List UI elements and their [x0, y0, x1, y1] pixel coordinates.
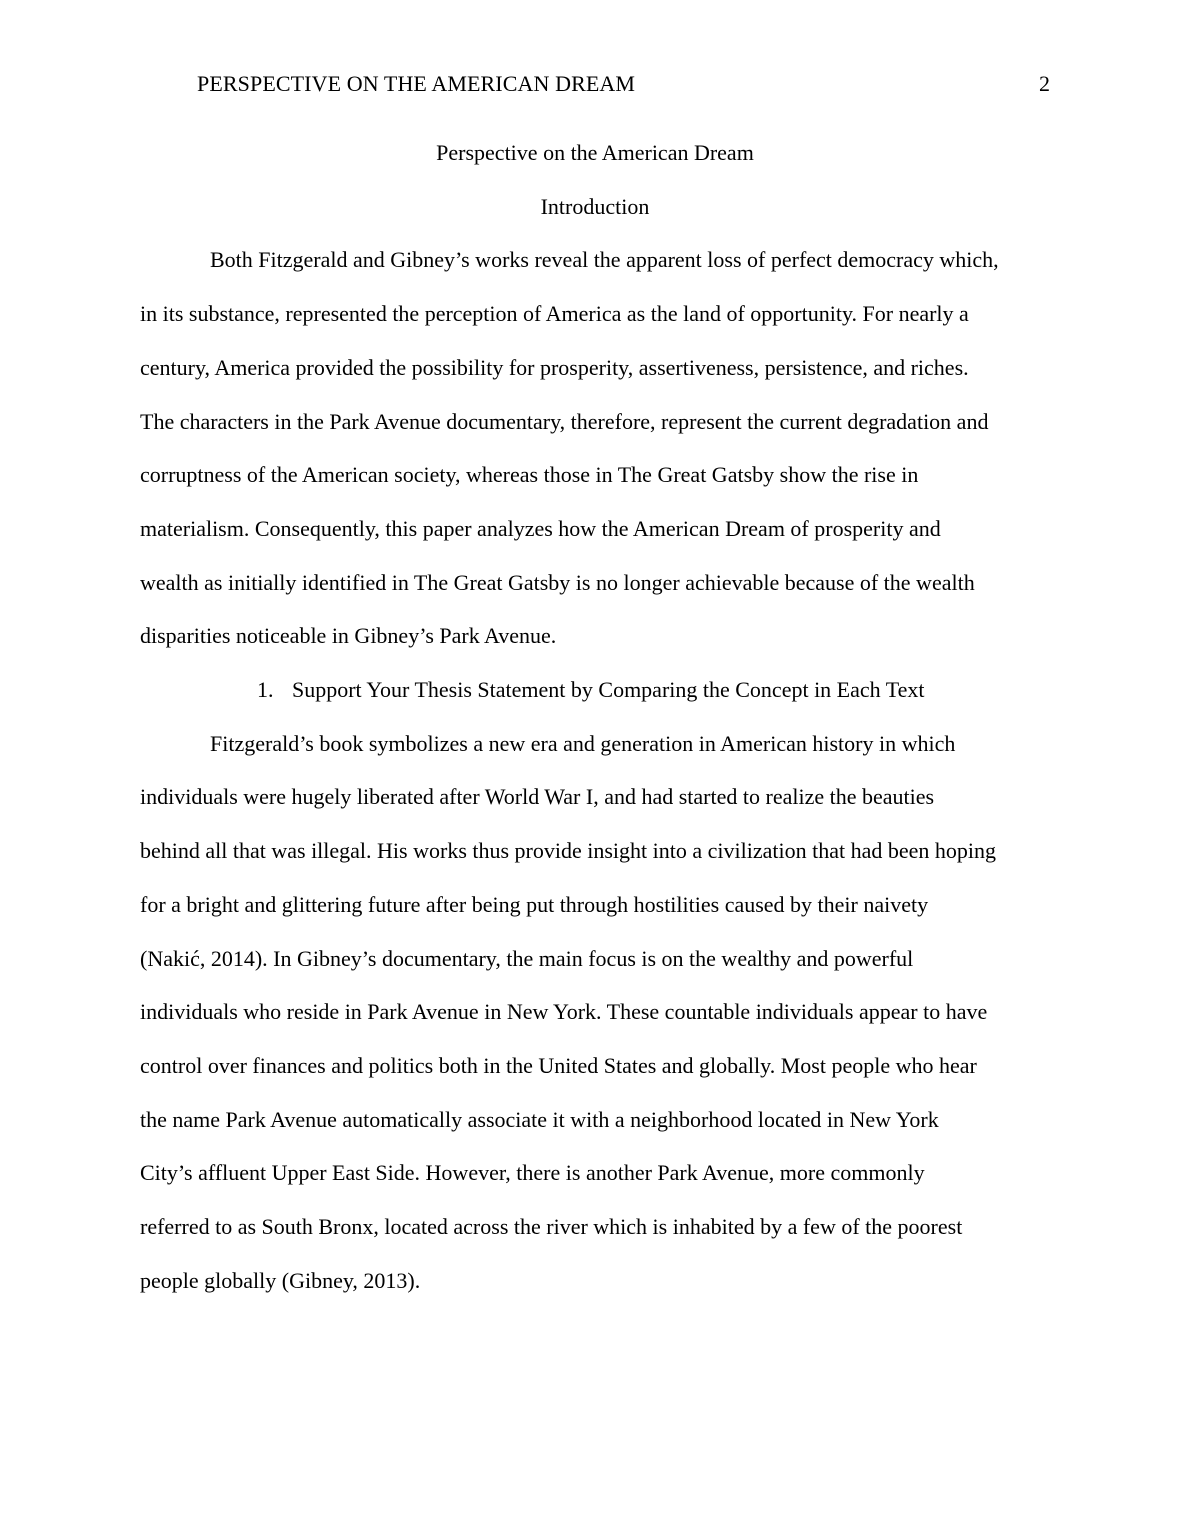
paragraph-line: The characters in the Park Avenue documentary, therefore, represent the current degradation and — [140, 408, 989, 434]
paragraph-line: in its substance, represented the perception of America as the land of opportunity. For nearly a — [140, 301, 969, 327]
paragraph-line: disparities noticeable in Gibney’s Park Avenue. — [140, 623, 557, 649]
section-heading-introduction: Introduction — [540, 193, 650, 219]
paragraph-line: people globally (Gibney, 2013). — [140, 1267, 421, 1293]
paragraph-line: wealth as initially identified in The Great Gatsby is no longer achievable because of the wealth — [140, 569, 975, 595]
paragraph-line: referred to as South Bronx, located across the river which is inhabited by a few of the poorest — [140, 1214, 963, 1240]
paragraph-line: control over finances and politics both in the United States and globally. Most people who hear — [140, 1052, 977, 1078]
paragraph-line: individuals who reside in Park Avenue in New York. These countable individuals appear to have — [140, 999, 988, 1025]
paragraph-line: corruptness of the American society, whereas those in The Great Gatsby show the rise in — [140, 462, 919, 488]
paragraph-line: for a bright and glittering future after being put through hostilities caused by their naivety — [140, 891, 929, 917]
running-head: PERSPECTIVE ON THE AMERICAN DREAM — [197, 71, 636, 96]
paragraph-line: behind all that was illegal. His works thus provide insight into a civilization that had been hoping — [140, 838, 997, 864]
document-body — [140, 126, 1050, 1307]
body-paragraph — [140, 717, 1050, 1308]
list-heading-text: Support Your Thesis Statement by Comparing the Concept in Each Text — [292, 677, 925, 703]
paragraph-line: City’s affluent Upper East Side. However, there is another Park Avenue, more commonly — [140, 1160, 925, 1186]
paragraph-line: century, America provided the possibility for prosperity, assertiveness, persistence, and riches. — [140, 354, 969, 380]
list-number: 1. — [257, 677, 274, 703]
paragraph-line: Both Fitzgerald and Gibney’s works reveal the apparent loss of perfect democracy which, — [210, 247, 999, 273]
paragraph-line: (Nakić, 2014). In Gibney’s documentary, the main focus is on the wealthy and powerful — [140, 945, 914, 971]
intro-paragraph — [140, 233, 1050, 663]
paragraph-line: Fitzgerald’s book symbolizes a new era and generation in American history in which — [210, 730, 956, 756]
paragraph-line: materialism. Consequently, this paper analyzes how the American Dream of prosperity and — [140, 515, 941, 541]
paragraph-line: individuals were hugely liberated after World War I, and had started to realize the beauties — [140, 784, 935, 810]
paragraph-line: the name Park Avenue automatically associate it with a neighborhood located in New York — [140, 1106, 939, 1132]
page-number: 2 — [1039, 71, 1050, 96]
numbered-section-heading — [140, 663, 1050, 717]
paper-title: Perspective on the American Dream — [436, 140, 754, 165]
